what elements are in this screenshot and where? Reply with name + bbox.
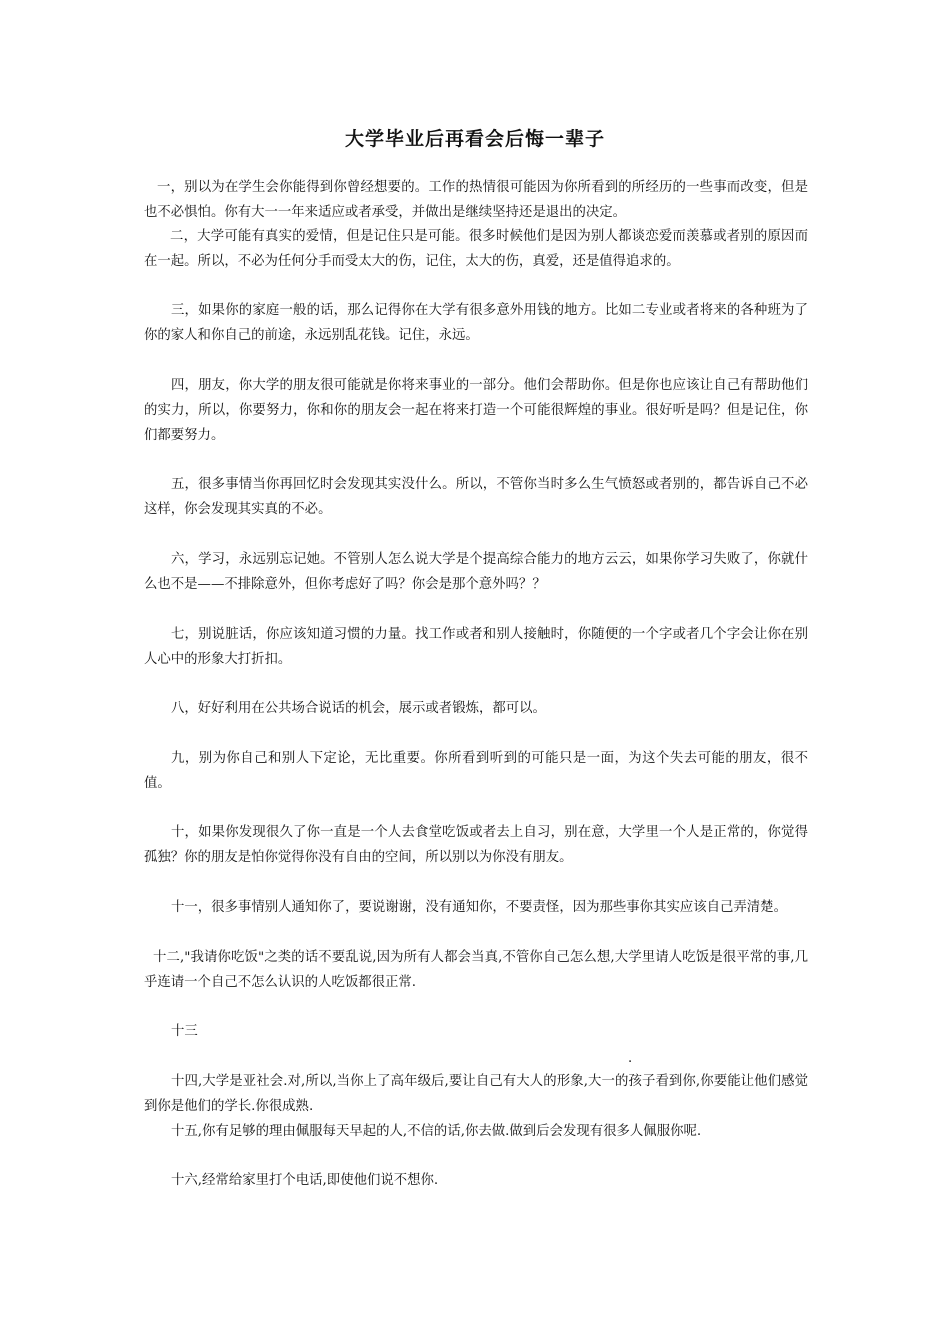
paragraph-8: 八，好好利用在公共场合说话的机会，展示或者锻炼，都可以。 xyxy=(171,701,546,716)
stray-mark: . xyxy=(628,1051,633,1066)
paragraph-3: 三，如果你的家庭一般的话，那么记得你在大学有很多意外用钱的地方。比如二专业或者将来的各种班为了你的家人和你自己的前途，永远别乱花钱。记住，永远。 xyxy=(144,303,808,343)
paragraph-2: 二，大学可能有真实的爱情，但是记住只是可能。很多时候他们是因为别人都谈恋爱而羡慕或者别的原因而在一起。所以，不必为任何分手而受太大的伤，记住，太大的伤，真爱，还是值得追求的。 xyxy=(144,229,808,269)
paragraph-14: 十四,大学是亚社会.对,所以,当你上了高年级后,要让自己有大人的形象,大一的孩子看到你,你要能让他们感觉到你是他们的学长.你很成熟. xyxy=(144,1074,808,1114)
paragraph-6: 六，学习，永远别忘记她。不管别人怎么说大学是个提高综合能力的地方云云，如果你学习失败了，你就什么也不是——不排除意外，但你考虑好了吗？你会是那个意外吗？？ xyxy=(144,552,808,592)
paragraph-4: 四，朋友，你大学的朋友很可能就是你将来事业的一部分。他们会帮助你。但是你也应该让自己有帮助他们的实力，所以，你要努力，你和你的朋友会一起在将来打造一个可能很辉煌的事业。很好听是吗？但是记住，你们都要努力。 xyxy=(144,378,808,443)
paragraph-11: 十一，很多事情别人通知你了，要说谢谢，没有通知你，不要责怪，因为那些事你其实应该自己弄清楚。 xyxy=(171,900,787,915)
paragraph-16: 十六,经常给家里打个电话,即使他们说不想你. xyxy=(171,1173,439,1188)
paragraph-12: 十二,"我请你吃饭"之类的话不要乱说,因为所有人都会当真,不管你自己怎么想,大学里请人吃饭是很平常的事,几乎连请一个自己不怎么认识的人吃饭都很正常. xyxy=(144,950,808,990)
paragraph-1: 一，别以为在学生会你能得到你曾经想要的。工作的热情很可能因为你所看到的所经历的一些事而改变，但是也不必惧怕。你有大一一年来适应或者承受，并做出是继续坚持还是退出的决定。 xyxy=(144,180,808,220)
paragraph-9: 九，别为你自己和别人下定论，无比重要。你所看到听到的可能只是一面，为这个失去可能的朋友，很不值。 xyxy=(144,751,808,791)
paragraph-7: 七，别说脏话，你应该知道习惯的力量。找工作或者和别人接触时，你随便的一个字或者几个字会让你在别人心中的形象大打折扣。 xyxy=(144,627,808,667)
document-title: 大学毕业后再看会后悔一辈子 xyxy=(344,128,605,150)
paragraph-15: 十五,你有足够的理由佩服每天早起的人,不信的话,你去做.做到后会发现有很多人佩服你呢. xyxy=(171,1124,702,1139)
paragraph-10: 十，如果你发现很久了你一直是一个人去食堂吃饭或者去上自习，别在意，大学里一个人是正常的，你觉得孤独？你的朋友是怕你觉得你没有自由的空间，所以别以为你没有朋友。 xyxy=(144,825,808,865)
paragraph-13: 十三 xyxy=(171,1024,198,1039)
paragraph-5: 五，很多事情当你再回忆时会发现其实没什么。所以，不管你当时多么生气愤怒或者别的，都告诉自己不必这样，你会发现其实真的不必。 xyxy=(144,477,808,517)
